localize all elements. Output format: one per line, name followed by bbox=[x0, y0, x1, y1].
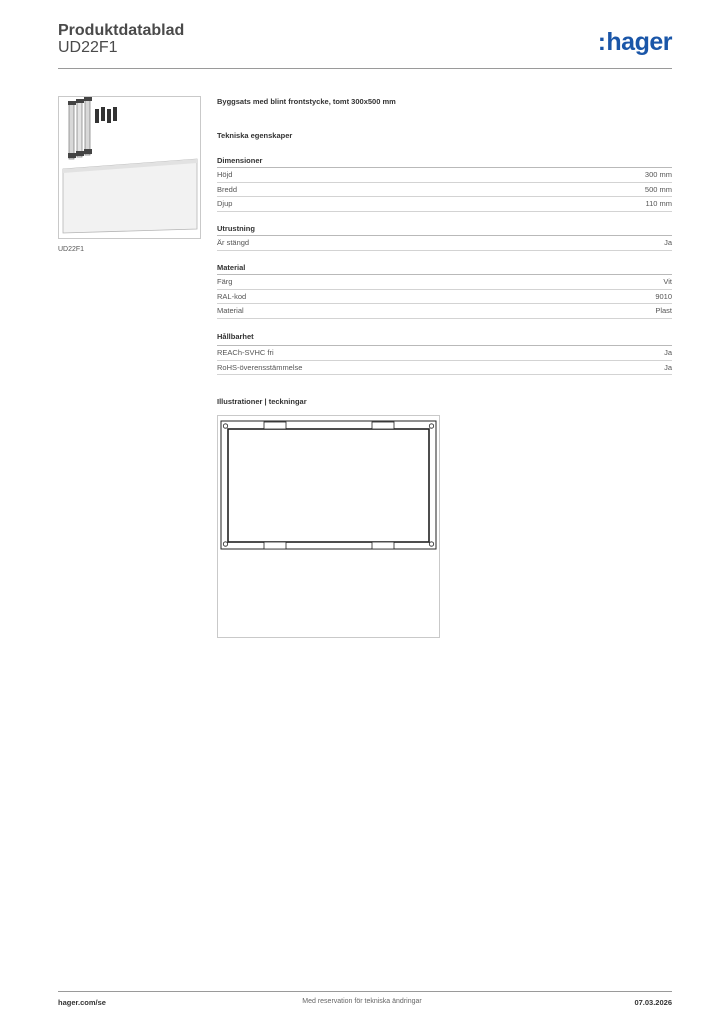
row-value: Plast bbox=[655, 306, 672, 316]
hager-logo bbox=[598, 28, 672, 57]
row-label: RAL-kod bbox=[217, 291, 247, 301]
section-utrustning bbox=[217, 224, 672, 251]
table-row bbox=[217, 304, 672, 319]
row-label: Färg bbox=[217, 277, 233, 287]
table-row bbox=[217, 183, 672, 198]
table-row bbox=[217, 275, 672, 290]
product-description: Byggsats med blint frontstycke, tomt 300x500 mm bbox=[217, 97, 396, 106]
photo-caption: UD22F1 bbox=[58, 246, 85, 253]
section-title: Hållbarhet bbox=[217, 332, 672, 346]
footer-website[interactable]: hager.com/se bbox=[58, 998, 106, 1007]
table-row bbox=[217, 197, 672, 212]
row-value: Ja bbox=[664, 362, 672, 372]
section-dimensioner bbox=[217, 156, 672, 212]
technical-heading: Tekniska egenskaper bbox=[217, 131, 293, 140]
row-label: REACh-SVHC fri bbox=[217, 348, 274, 358]
row-value: 300 mm bbox=[644, 170, 672, 180]
row-value: Ja bbox=[664, 238, 672, 248]
row-value: Vit bbox=[663, 277, 672, 287]
logo-text: hager bbox=[606, 28, 672, 56]
section-material bbox=[217, 263, 672, 319]
row-label: Material bbox=[217, 306, 244, 316]
footer-disclaimer: Med reservation för tekniska ändringar bbox=[302, 998, 422, 1005]
row-label: Höjd bbox=[217, 170, 233, 180]
section-title: Utrustning bbox=[217, 224, 672, 236]
table-row bbox=[217, 168, 672, 183]
table-row bbox=[217, 290, 672, 305]
table-row bbox=[217, 236, 672, 251]
row-value: 500 mm bbox=[644, 184, 672, 194]
section-title: Material bbox=[217, 263, 672, 275]
table-row bbox=[217, 361, 672, 376]
logo-colon: : bbox=[597, 29, 606, 56]
header-divider bbox=[58, 68, 672, 69]
section-hallbarhet bbox=[217, 332, 672, 375]
row-label: RoHS-överensstämmelse bbox=[217, 362, 303, 372]
row-value: 9010 bbox=[655, 291, 672, 301]
row-label: Djup bbox=[217, 199, 233, 209]
product-code: UD22F1 bbox=[58, 39, 118, 56]
footer-date: 07.03.2026 bbox=[634, 998, 672, 1007]
technical-drawing-illustration bbox=[218, 416, 439, 637]
row-label: Bredd bbox=[217, 184, 238, 194]
illustrations-heading: Illustrationer | teckningar bbox=[217, 397, 307, 406]
product-photo-illustration bbox=[59, 97, 200, 238]
technical-drawing bbox=[217, 415, 440, 638]
row-value: 110 mm bbox=[645, 199, 672, 209]
page-title: Produktdatablad bbox=[58, 22, 185, 39]
product-photo bbox=[58, 96, 201, 239]
footer-divider bbox=[58, 991, 672, 992]
table-row bbox=[217, 346, 672, 361]
section-title: Dimensioner bbox=[217, 156, 672, 168]
row-value: Ja bbox=[664, 348, 672, 358]
row-label: Är stängd bbox=[217, 238, 250, 248]
